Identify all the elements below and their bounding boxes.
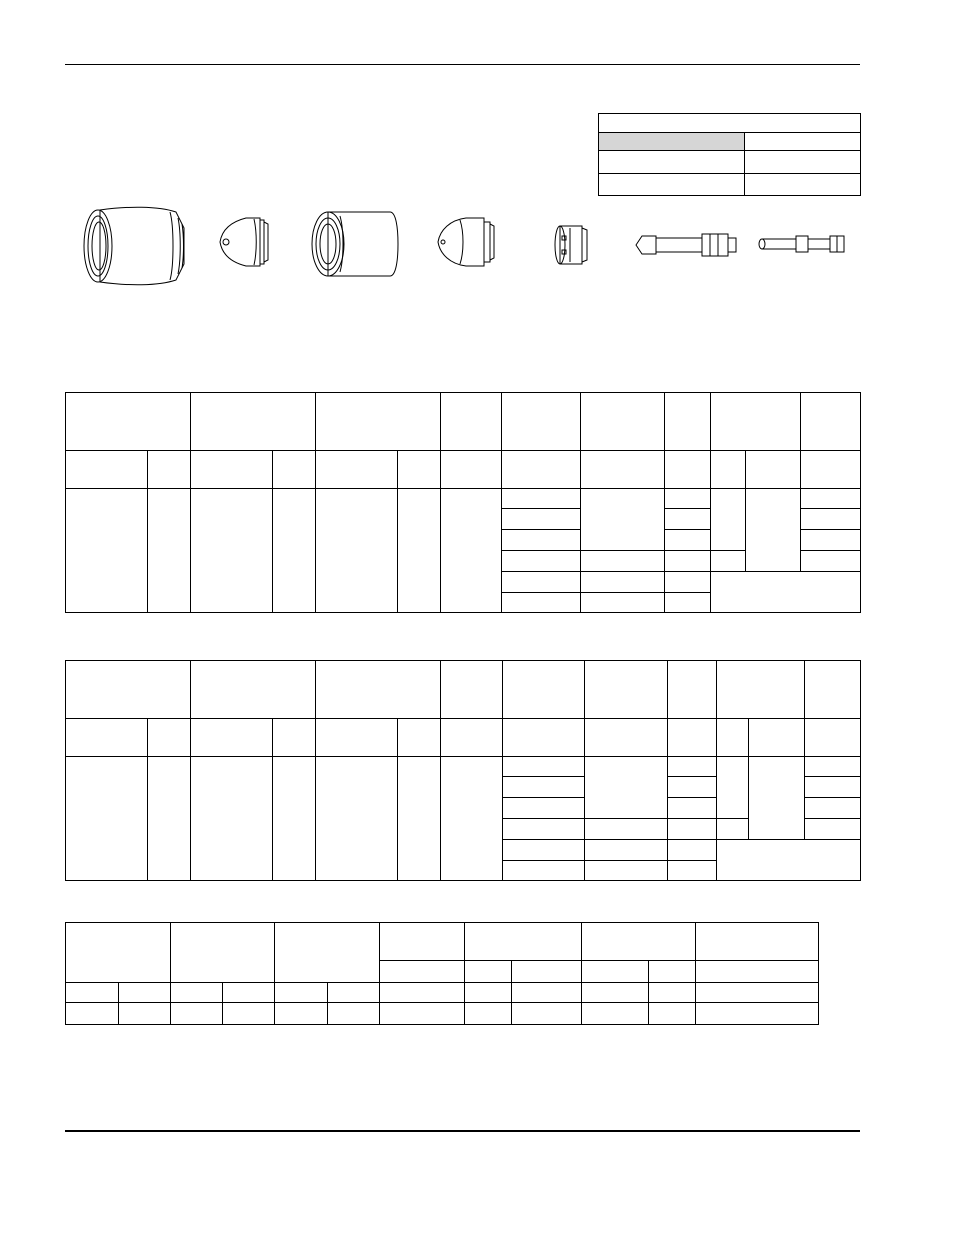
table-cell	[328, 1003, 380, 1025]
table-cell	[273, 489, 316, 613]
subheader-cell	[696, 961, 819, 983]
subheader-cell	[711, 451, 746, 489]
table-cell	[805, 777, 861, 798]
table-cell	[502, 530, 581, 551]
consumables-illustration	[70, 200, 860, 290]
table-cell	[316, 489, 398, 613]
header-cell	[805, 661, 861, 719]
cut-chart-1	[65, 392, 861, 613]
table-cell	[503, 798, 585, 819]
subheader-cell	[148, 451, 191, 489]
table-cell	[665, 593, 711, 613]
table-cell	[465, 1003, 512, 1025]
legend-cell	[599, 174, 745, 196]
table-cell	[665, 572, 711, 593]
subheader-cell	[717, 719, 749, 757]
table-cell	[380, 1003, 465, 1025]
table-cell	[503, 840, 585, 861]
table-cell	[465, 983, 512, 1003]
header-cell	[465, 923, 582, 961]
table-cell	[649, 983, 696, 1003]
table-cell	[581, 572, 665, 593]
table-cell	[668, 819, 717, 840]
table-cell	[711, 489, 746, 551]
header-cell	[441, 661, 503, 719]
table-cell	[503, 757, 585, 777]
subheader-cell	[398, 719, 441, 757]
legend-title	[599, 114, 861, 133]
header-cell	[668, 661, 717, 719]
table-cell	[665, 530, 711, 551]
subheader-cell	[746, 451, 801, 489]
subheader-cell	[503, 719, 585, 757]
table-cell	[665, 551, 711, 572]
table-cell	[582, 983, 649, 1003]
header-cell	[717, 661, 805, 719]
table-cell	[223, 1003, 275, 1025]
table-cell	[502, 509, 581, 530]
table-cell	[503, 861, 585, 881]
table-cell	[503, 777, 585, 798]
table-cell	[502, 551, 581, 572]
table-cell	[801, 530, 861, 551]
header-cell	[582, 923, 696, 961]
table-cell	[665, 509, 711, 530]
table-cell	[668, 798, 717, 819]
subheader-cell	[398, 451, 441, 489]
header-cell	[502, 393, 581, 451]
table-cell	[801, 509, 861, 530]
table-cell	[502, 489, 581, 509]
table-cell	[502, 572, 581, 593]
legend-cell	[745, 133, 861, 151]
table-cell	[582, 1003, 649, 1025]
header-cell	[316, 661, 441, 719]
header-cell	[191, 661, 316, 719]
table-cell	[171, 1003, 223, 1025]
table-cell	[148, 489, 191, 613]
header-cell	[66, 393, 191, 451]
swirl-ring-part-drawing	[552, 222, 592, 268]
subheader-cell	[316, 451, 398, 489]
table-cell	[380, 983, 465, 1003]
table-cell	[223, 983, 275, 1003]
table-cell	[668, 777, 717, 798]
table-cell	[66, 983, 119, 1003]
table-cell	[512, 1003, 582, 1025]
table-cell	[585, 819, 668, 840]
table-cell	[581, 593, 665, 613]
header-cell	[191, 393, 316, 451]
subheader-cell	[191, 451, 273, 489]
table-cell	[717, 819, 749, 840]
table-cell	[171, 983, 223, 1003]
header-cell	[801, 393, 861, 451]
electrode-part-drawing	[632, 228, 742, 262]
subheader-cell	[441, 451, 502, 489]
table-cell	[119, 1003, 171, 1025]
table-cell	[668, 861, 717, 881]
header-cell	[503, 661, 585, 719]
header-cell	[696, 923, 819, 961]
subheader-cell	[665, 451, 711, 489]
header-cell	[380, 923, 465, 961]
table-cell	[502, 593, 581, 613]
table-cell	[805, 819, 861, 840]
header-cell	[316, 393, 441, 451]
subheader-cell	[191, 719, 273, 757]
table-cell	[275, 983, 328, 1003]
header-cell	[441, 393, 502, 451]
table-cell	[801, 489, 861, 509]
table-cell	[717, 840, 861, 881]
table-cell	[801, 551, 861, 572]
table-cell	[717, 757, 749, 819]
subheader-cell	[441, 719, 503, 757]
outer-cap-part-drawing	[306, 208, 400, 280]
subheader-cell	[512, 961, 582, 983]
table-cell	[585, 840, 668, 861]
subheader-cell	[502, 451, 581, 489]
table-cell	[191, 757, 273, 881]
header-cell	[581, 393, 665, 451]
shield-part-drawing	[78, 206, 190, 286]
table-cell	[441, 757, 503, 881]
table-cell	[585, 757, 668, 819]
table-cell	[649, 1003, 696, 1025]
legend-table	[598, 113, 861, 196]
table-cell	[66, 489, 148, 613]
table-cell	[398, 757, 441, 881]
subheader-cell	[581, 451, 665, 489]
header-cell	[66, 661, 191, 719]
header-rule	[65, 64, 860, 65]
subheader-cell	[273, 719, 316, 757]
table-cell	[66, 757, 148, 881]
footer-rule	[65, 1130, 860, 1132]
subheader-cell	[668, 719, 717, 757]
table-cell	[696, 983, 819, 1003]
subheader-cell	[749, 719, 805, 757]
subheader-cell	[380, 961, 465, 983]
nozzle-part-drawing	[434, 214, 498, 270]
subheader-cell	[465, 961, 512, 983]
table-cell	[585, 861, 668, 881]
table-cell	[805, 757, 861, 777]
table-cell	[668, 840, 717, 861]
subheader-cell	[66, 451, 148, 489]
table-cell	[711, 551, 746, 572]
subheader-cell	[273, 451, 316, 489]
header-cell	[275, 923, 380, 983]
subheader-cell	[585, 719, 668, 757]
table-cell	[503, 819, 585, 840]
table-cell	[749, 757, 805, 840]
table-cell	[696, 1003, 819, 1025]
table-cell	[275, 1003, 328, 1025]
table-cell	[711, 572, 861, 613]
table-cell	[316, 757, 398, 881]
table-cell	[328, 983, 380, 1003]
table-cell	[191, 489, 273, 613]
table-cell	[665, 489, 711, 509]
header-cell	[665, 393, 711, 451]
subheader-cell	[582, 961, 649, 983]
header-cell	[66, 923, 171, 983]
retaining-cap-part-drawing	[216, 214, 272, 270]
header-cell	[711, 393, 801, 451]
table-cell	[398, 489, 441, 613]
table-cell	[805, 798, 861, 819]
subheader-cell	[316, 719, 398, 757]
header-cell	[585, 661, 668, 719]
table-cell	[746, 489, 801, 572]
table-cell	[273, 757, 316, 881]
subheader-cell	[66, 719, 148, 757]
subheader-cell	[805, 719, 861, 757]
header-cell	[171, 923, 275, 983]
legend-cell	[599, 151, 745, 174]
table-cell	[119, 983, 171, 1003]
table-cell	[581, 489, 665, 551]
table-cell	[66, 1003, 119, 1025]
water-tube-part-drawing	[756, 234, 848, 254]
subheader-cell	[801, 451, 861, 489]
table-cell	[668, 757, 717, 777]
table-cell	[581, 551, 665, 572]
legend-cell	[745, 151, 861, 174]
table-cell	[148, 757, 191, 881]
subheader-cell	[148, 719, 191, 757]
bottom-table	[65, 922, 819, 1025]
legend-cell	[745, 174, 861, 196]
cut-chart-2	[65, 660, 861, 881]
legend-cell	[599, 133, 745, 151]
table-cell	[441, 489, 502, 613]
table-cell	[512, 983, 582, 1003]
subheader-cell	[649, 961, 696, 983]
